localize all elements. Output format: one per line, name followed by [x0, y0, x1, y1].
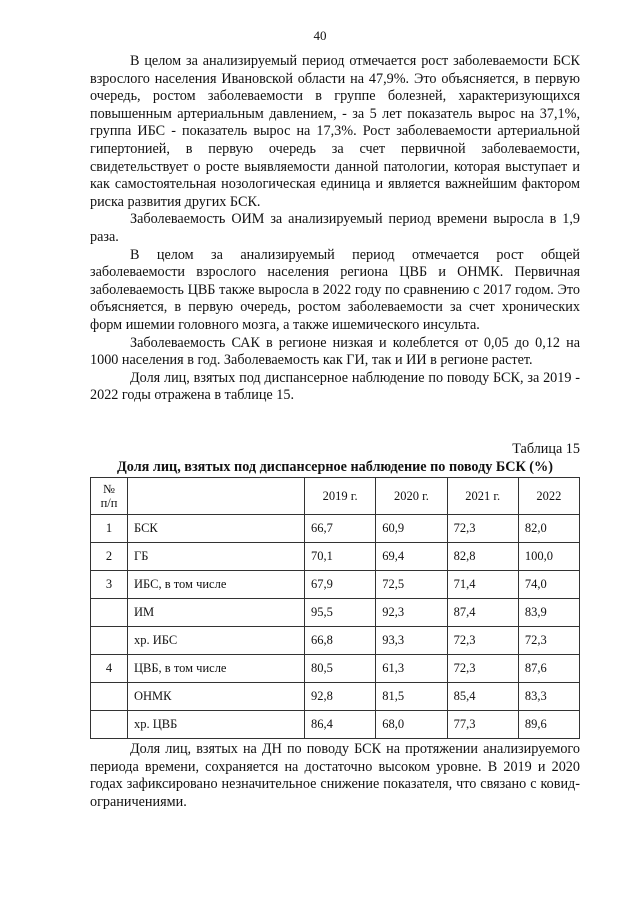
- header-num-line2: п/п: [100, 496, 118, 510]
- table-row: [91, 599, 580, 627]
- cell-2019: 95,5: [305, 599, 376, 627]
- cell-2021: 85,4: [447, 683, 518, 711]
- cell-2020: 61,3: [376, 655, 447, 683]
- cell-2019: 67,9: [305, 571, 376, 599]
- header-2020: 2020 г.: [376, 478, 447, 515]
- table-row: [91, 571, 580, 599]
- cell-2019: 70,1: [305, 543, 376, 571]
- page-number: 40: [313, 28, 327, 43]
- cell-num: 3: [91, 571, 128, 599]
- cell-num: 4: [91, 655, 128, 683]
- cell-2022: 82,0: [518, 515, 579, 543]
- header-2019: 2019 г.: [305, 478, 376, 515]
- paragraph: Заболеваемость ОИМ за анализируемый период времени выросла в 1,9 раза.: [90, 211, 580, 245]
- table-row: [91, 515, 580, 543]
- cell-2021: 71,4: [447, 571, 518, 599]
- cell-2020: 93,3: [376, 627, 447, 655]
- paragraph: В целом за анализируемый период отмечается рост общей заболеваемости взрослого населения региона ЦВБ и ОНМК. Первичная заболеваемость ЦВБ также выросла в 2022 году по сравнению с 2017 годом. Это объясняется, в первую очередь, ростом заболеваемости за счет хронических форм ишемии головного мозга, а также ишемического инсульта.: [90, 246, 580, 333]
- table-row: [91, 711, 580, 739]
- cell-2022: 83,3: [518, 683, 579, 711]
- cell-num: [91, 627, 128, 655]
- cell-2022: 100,0: [518, 543, 579, 571]
- cell-name: ГБ: [128, 543, 305, 571]
- cell-num: [91, 711, 128, 739]
- cell-name: ЦВБ, в том числе: [128, 655, 305, 683]
- cell-2019: 80,5: [305, 655, 376, 683]
- header-2021: 2021 г.: [447, 478, 518, 515]
- cell-2021: 72,3: [447, 627, 518, 655]
- table-title: Доля лиц, взятых под диспансерное наблюдение по поводу БСК (%): [117, 459, 553, 475]
- cell-num: 2: [91, 543, 128, 571]
- cell-2020: 69,4: [376, 543, 447, 571]
- cell-2020: 68,0: [376, 711, 447, 739]
- header-name: [128, 478, 305, 515]
- cell-2020: 92,3: [376, 599, 447, 627]
- paragraph: Доля лиц, взятых на ДН по поводу БСК на протяжении анализируемого периода времени, сохраняется на достаточно высоком уровне. В 2019 и 2020 годах зафиксировано незначительное снижение показателя, что связано с ковид-ограничениями.: [90, 741, 580, 810]
- cell-2020: 60,9: [376, 515, 447, 543]
- cell-2021: 72,3: [447, 515, 518, 543]
- cell-2019: 66,8: [305, 627, 376, 655]
- cell-2019: 92,8: [305, 683, 376, 711]
- cell-2022: 89,6: [518, 711, 579, 739]
- cell-name: БСК: [128, 515, 305, 543]
- header-2022: 2022: [518, 478, 579, 515]
- cell-2021: 82,8: [447, 543, 518, 571]
- table-row: [91, 655, 580, 683]
- cell-2021: 87,4: [447, 599, 518, 627]
- table-label: Таблица 15: [512, 441, 580, 457]
- table-row: [91, 683, 580, 711]
- cell-2019: 66,7: [305, 515, 376, 543]
- cell-2022: 72,3: [518, 627, 579, 655]
- cell-name: ИМ: [128, 599, 305, 627]
- cell-name: ИБС, в том числе: [128, 571, 305, 599]
- cell-num: 1: [91, 515, 128, 543]
- cell-num: [91, 683, 128, 711]
- cell-2019: 86,4: [305, 711, 376, 739]
- cell-name: ОНМК: [128, 683, 305, 711]
- cell-2022: 87,6: [518, 655, 579, 683]
- header-num: [91, 478, 128, 515]
- body-text-top: [90, 53, 580, 405]
- paragraph: Доля лиц, взятых под диспансерное наблюдение по поводу БСК, за 2019 - 2022 годы отражена в таблице 15.: [90, 369, 580, 404]
- cell-2022: 83,9: [518, 599, 579, 627]
- table-header-row: [91, 478, 580, 515]
- paragraph: В целом за анализируемый период отмечается рост заболеваемости БСК взрослого населения Ивановской области на 47,9%. Это объясняется, в первую очередь, ростом заболеваемости в группе болезней, характеризующихся повышенным артериальным давлением, - за 5 лет показатель вырос на 37,1%, группа ИБС - показатель вырос на 17,3%. Рост заболеваемости артериальной гипертонией, в первую очередь за счет первичной заболеваемости, свидетельствует о росте выявляемости данной патологии, которая выступает и как самостоятельная нозологическая единица и является важнейшим фактором риска развития других БСК.: [90, 53, 580, 210]
- body-text-bottom: [90, 741, 580, 811]
- data-table: [90, 477, 580, 739]
- paragraph: Заболеваемость САК в регионе низкая и колеблется от 0,05 до 0,12 на 1000 населения в год. Заболеваемость как ГИ, так и ИИ в регионе растет.: [90, 334, 580, 369]
- cell-2021: 77,3: [447, 711, 518, 739]
- cell-2022: 74,0: [518, 571, 579, 599]
- table-row: [91, 627, 580, 655]
- cell-2020: 72,5: [376, 571, 447, 599]
- cell-2020: 81,5: [376, 683, 447, 711]
- cell-name: хр. ИБС: [128, 627, 305, 655]
- cell-name: хр. ЦВБ: [128, 711, 305, 739]
- header-num-line1: №: [103, 482, 115, 496]
- table-row: [91, 543, 580, 571]
- cell-2021: 72,3: [447, 655, 518, 683]
- cell-num: [91, 599, 128, 627]
